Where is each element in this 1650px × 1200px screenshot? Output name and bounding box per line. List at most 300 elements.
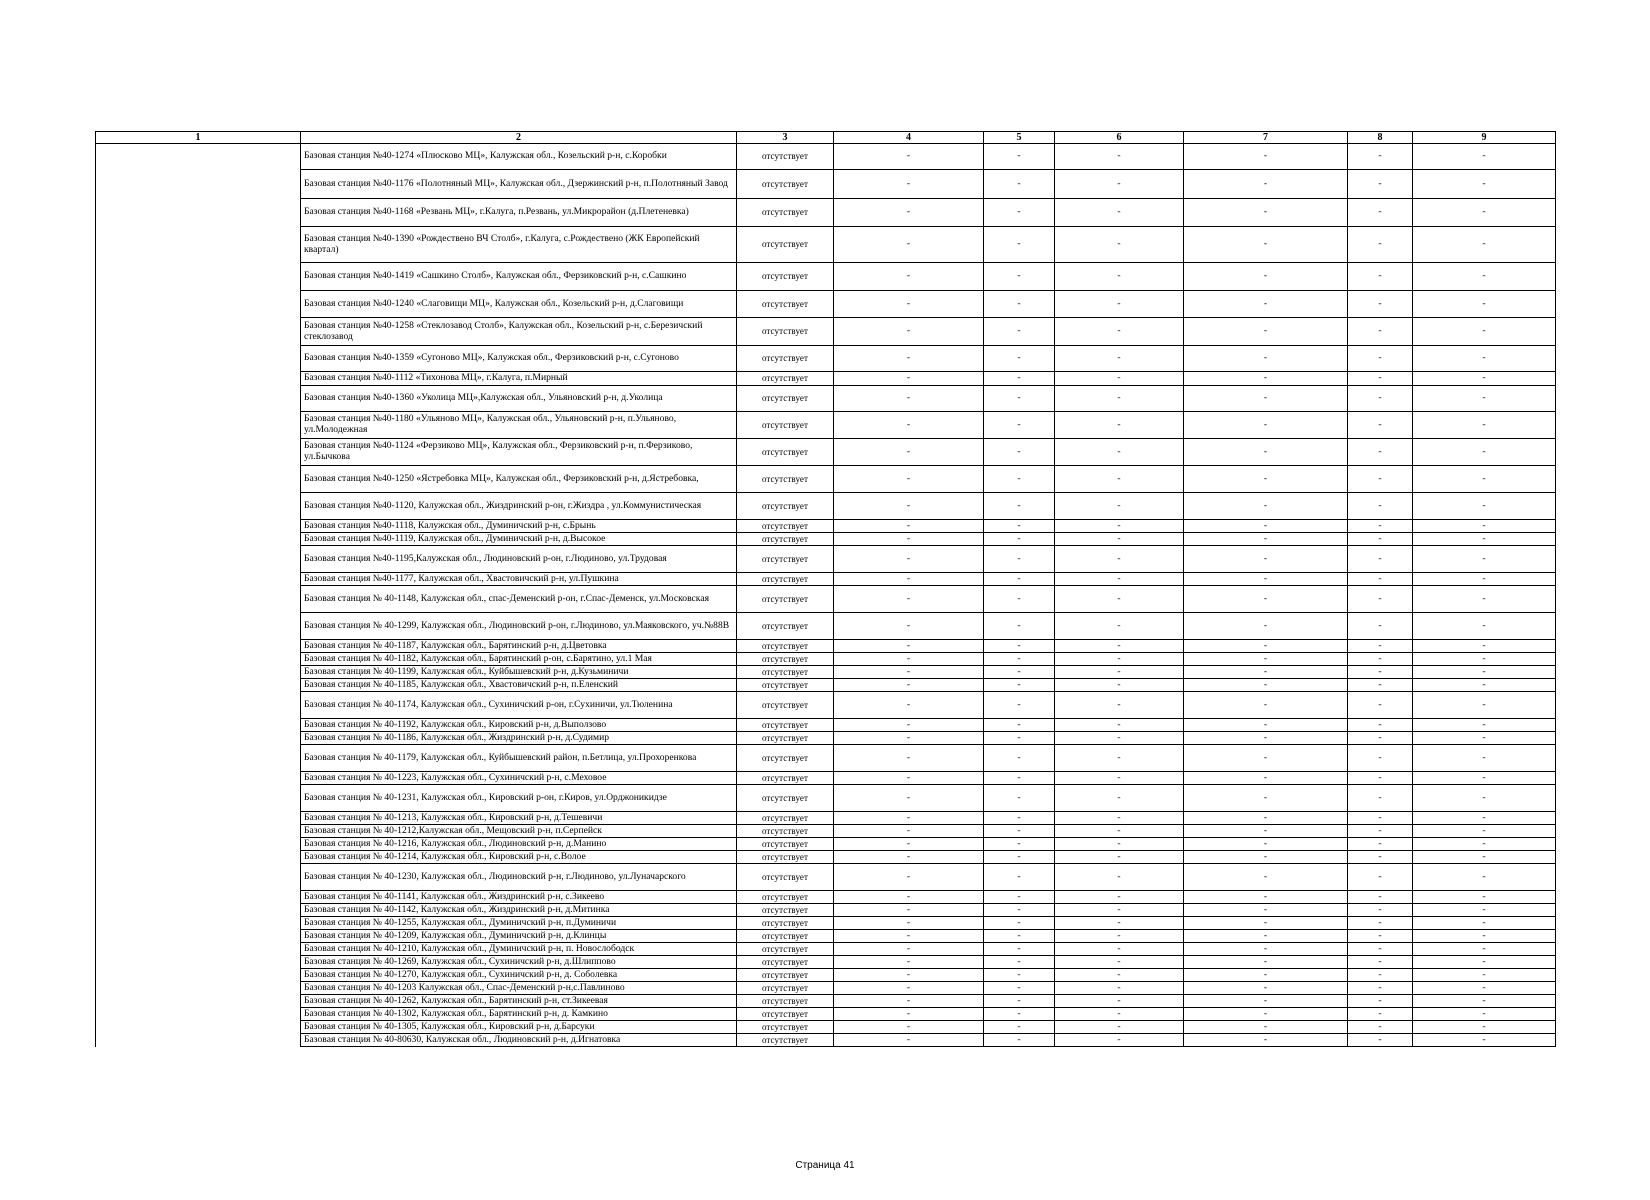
dash-cell: - (1413, 263, 1556, 291)
row-number-cell (96, 666, 301, 679)
dash-cell: - (1413, 785, 1556, 812)
status-cell: отсутствует (737, 904, 834, 917)
status-cell: отсутствует (737, 719, 834, 732)
table-row (96, 318, 1556, 346)
dash-cell: - (1413, 891, 1556, 904)
station-cell: Базовая станция № 40-1203 Калужская обл., Спас-Деменский р-н,с.Павлиново (301, 982, 737, 995)
dash-cell: - (984, 1008, 1055, 1021)
dash-cell: - (1184, 291, 1348, 318)
dash-cell: - (834, 666, 984, 679)
status-cell: отсутствует (737, 439, 834, 466)
station-cell: Базовая станция № 40-1187, Калужская обл., Барятинский р-н, д.Цветовка (301, 640, 737, 653)
table-row (96, 825, 1556, 838)
station-cell: Базовая станция № 40-1231, Калужская обл., Кировский р-он, г.Киров, ул.Орджоникидзе (301, 785, 737, 812)
row-number-cell (96, 1021, 301, 1034)
table-row (96, 995, 1556, 1008)
dash-cell: - (1348, 533, 1413, 546)
dash-cell: - (984, 825, 1055, 838)
dash-cell: - (1413, 144, 1556, 170)
dash-cell: - (984, 1021, 1055, 1034)
dash-cell: - (834, 613, 984, 640)
dash-cell: - (1184, 199, 1348, 227)
station-cell: Базовая станция № 40-1305, Калужская обл., Кировский р-н, д.Барсуки (301, 1021, 737, 1034)
dash-cell: - (1348, 439, 1413, 466)
dash-cell: - (984, 346, 1055, 372)
dash-cell: - (1413, 719, 1556, 732)
station-cell: Базовая станция № 40-1255, Калужская обл., Думиничский р-н, п.Думиничи (301, 917, 737, 930)
row-number-cell (96, 199, 301, 227)
dash-cell: - (1055, 982, 1184, 995)
table-row (96, 372, 1556, 386)
row-number-cell (96, 930, 301, 943)
dash-cell: - (1348, 772, 1413, 785)
dash-cell: - (1348, 930, 1413, 943)
dash-cell: - (1184, 520, 1348, 533)
station-cell: Базовая станция № 40-1199, Калужская обл., Куйбышевский р-н, д.Кузьминичи (301, 666, 737, 679)
status-cell: отсутствует (737, 692, 834, 719)
dash-cell: - (834, 346, 984, 372)
dash-cell: - (834, 692, 984, 719)
col-header-4: 4 (834, 132, 984, 144)
dash-cell: - (1055, 291, 1184, 318)
dash-cell: - (1184, 956, 1348, 969)
dash-cell: - (1055, 386, 1184, 412)
dash-cell: - (1413, 943, 1556, 956)
dash-cell: - (1055, 520, 1184, 533)
dash-cell: - (1184, 586, 1348, 613)
dash-cell: - (984, 573, 1055, 586)
dash-cell: - (1184, 851, 1348, 864)
station-cell: Базовая станция № 40-1213, Калужская обл., Кировский р-н, д.Тешевичи (301, 812, 737, 825)
dash-cell: - (1184, 838, 1348, 851)
dash-cell: - (1348, 812, 1413, 825)
station-cell: Базовая станция №40-1112 «Тихонова МЦ», г.Калуга, п.Мирный (301, 372, 737, 386)
status-cell: отсутствует (737, 613, 834, 640)
dash-cell: - (1413, 493, 1556, 520)
dash-cell: - (834, 372, 984, 386)
row-number-cell (96, 956, 301, 969)
page-number: Страница 41 (795, 1160, 855, 1171)
station-cell: Базовая станция № 40-1185, Калужская обл., Хвастовичский р-н, п.Еленский (301, 679, 737, 692)
table-row (96, 386, 1556, 412)
table-row (96, 891, 1556, 904)
dash-cell: - (834, 199, 984, 227)
dash-cell: - (1055, 904, 1184, 917)
station-cell: Базовая станция №40-1180 «Ульяново МЦ», Калужская обл., Ульяновский р-н, п.Ульяново, ул.Молодежная (301, 412, 737, 439)
dash-cell: - (1348, 719, 1413, 732)
dash-cell: - (1413, 864, 1556, 891)
dash-cell: - (1184, 732, 1348, 745)
dash-cell: - (984, 666, 1055, 679)
dash-cell: - (984, 745, 1055, 772)
station-cell: Базовая станция № 40-1182, Калужская обл., Барятинский р-он, с.Барятино, ул.1 Мая (301, 653, 737, 666)
station-cell: Базовая станция № 40-80630, Калужская обл., Людиновский р-н, д.Игнатовка (301, 1034, 737, 1047)
table-row (96, 719, 1556, 732)
dash-cell: - (1348, 199, 1413, 227)
dash-cell: - (834, 812, 984, 825)
dash-cell: - (1348, 227, 1413, 263)
dash-cell: - (1184, 653, 1348, 666)
col-header-5: 5 (984, 132, 1055, 144)
table-row (96, 930, 1556, 943)
dash-cell: - (1348, 586, 1413, 613)
status-cell: отсутствует (737, 679, 834, 692)
row-number-cell (96, 653, 301, 666)
status-cell: отсутствует (737, 969, 834, 982)
dash-cell: - (984, 466, 1055, 493)
dash-cell: - (1348, 745, 1413, 772)
dash-cell: - (1184, 573, 1348, 586)
dash-cell: - (984, 318, 1055, 346)
dash-cell: - (1184, 546, 1348, 573)
status-cell: отсутствует (737, 732, 834, 745)
station-cell: Базовая станция №40-1419 «Сашкино Столб», Калужская обл., Ферзиковский р-н, с.Сашкино (301, 263, 737, 291)
station-cell: Базовая станция № 40-1230, Калужская обл., Людиновский р-н, г.Людиново, ул.Луначарского (301, 864, 737, 891)
dash-cell: - (1348, 520, 1413, 533)
row-number-cell (96, 785, 301, 812)
dash-cell: - (834, 520, 984, 533)
dash-cell: - (1184, 170, 1348, 199)
dash-cell: - (1055, 263, 1184, 291)
dash-cell: - (1055, 679, 1184, 692)
dash-cell: - (1348, 891, 1413, 904)
dash-cell: - (1184, 982, 1348, 995)
dash-cell: - (1348, 263, 1413, 291)
status-cell: отсутствует (737, 838, 834, 851)
dash-cell: - (1348, 546, 1413, 573)
dash-cell: - (834, 679, 984, 692)
status-cell: отсутствует (737, 227, 834, 263)
dash-cell: - (1055, 439, 1184, 466)
dash-cell: - (1348, 679, 1413, 692)
dash-cell: - (1348, 969, 1413, 982)
dash-cell: - (1348, 346, 1413, 372)
dash-cell: - (1055, 719, 1184, 732)
table-row (96, 969, 1556, 982)
dash-cell: - (834, 785, 984, 812)
status-cell: отсутствует (737, 930, 834, 943)
status-cell: отсутствует (737, 412, 834, 439)
status-cell: отсутствует (737, 1021, 834, 1034)
dash-cell: - (834, 719, 984, 732)
col-header-6: 6 (1055, 132, 1184, 144)
dash-cell: - (984, 904, 1055, 917)
dash-cell: - (1055, 573, 1184, 586)
dash-cell: - (834, 412, 984, 439)
table-row (96, 439, 1556, 466)
station-cell: Базовая станция №40-1120, Калужская обл., Жиздринский р-он, г.Жиздра , ул.Коммунистическая (301, 493, 737, 520)
dash-cell: - (1055, 412, 1184, 439)
dash-cell: - (1055, 891, 1184, 904)
dash-cell: - (1184, 613, 1348, 640)
dash-cell: - (1413, 812, 1556, 825)
table-body (96, 144, 1556, 1047)
row-number-cell (96, 372, 301, 386)
dash-cell: - (1413, 930, 1556, 943)
dash-cell: - (1184, 864, 1348, 891)
dash-cell: - (1184, 785, 1348, 812)
dash-cell: - (1184, 666, 1348, 679)
dash-cell: - (1348, 838, 1413, 851)
table-row (96, 227, 1556, 263)
dash-cell: - (1055, 199, 1184, 227)
dash-cell: - (1413, 533, 1556, 546)
dash-cell: - (984, 520, 1055, 533)
status-cell: отсутствует (737, 812, 834, 825)
status-cell: отсутствует (737, 851, 834, 864)
dash-cell: - (1184, 719, 1348, 732)
dash-cell: - (984, 785, 1055, 812)
dash-cell: - (984, 812, 1055, 825)
dash-cell: - (1413, 466, 1556, 493)
status-cell: отсутствует (737, 546, 834, 573)
dash-cell: - (1184, 533, 1348, 546)
row-number-cell (96, 346, 301, 372)
table-row (96, 732, 1556, 745)
dash-cell: - (984, 1034, 1055, 1047)
station-cell: Базовая станция № 40-1209, Калужская обл., Думиничский р-н, д.Клинцы (301, 930, 737, 943)
status-cell: отсутствует (737, 864, 834, 891)
dash-cell: - (1055, 466, 1184, 493)
table-row (96, 640, 1556, 653)
station-cell: Базовая станция № 40-1179, Калужская обл., Куйбышевский район, п.Бетлица, ул.Прохоренкова (301, 745, 737, 772)
row-number-cell (96, 573, 301, 586)
row-number-cell (96, 613, 301, 640)
dash-cell: - (1055, 144, 1184, 170)
dash-cell: - (1348, 982, 1413, 995)
station-cell: Базовая станция № 40-1186, Калужская обл., Жиздринский р-н, д.Судимир (301, 732, 737, 745)
dash-cell: - (1413, 586, 1556, 613)
dash-cell: - (1184, 917, 1348, 930)
dash-cell: - (1413, 318, 1556, 346)
table-row (96, 1034, 1556, 1047)
dash-cell: - (1348, 318, 1413, 346)
dash-cell: - (1184, 439, 1348, 466)
row-number-cell (96, 1034, 301, 1047)
row-number-cell (96, 719, 301, 732)
table-row (96, 851, 1556, 864)
col-header-8: 8 (1348, 132, 1413, 144)
row-number-cell (96, 825, 301, 838)
row-number-cell (96, 170, 301, 199)
dash-cell: - (984, 956, 1055, 969)
station-cell: Базовая станция № 40-1262, Калужская обл., Барятинский р-н, ст.Зикеевая (301, 995, 737, 1008)
table-row (96, 653, 1556, 666)
dash-cell: - (834, 825, 984, 838)
station-cell: Базовая станция №40-1360 «Уколица МЦ»,Калужская обл., Ульяновский р-н, д.Уколица (301, 386, 737, 412)
table-row (96, 812, 1556, 825)
row-number-cell (96, 692, 301, 719)
dash-cell: - (1348, 904, 1413, 917)
row-number-cell (96, 745, 301, 772)
status-cell: отсутствует (737, 346, 834, 372)
dash-cell: - (1055, 613, 1184, 640)
dash-cell: - (834, 318, 984, 346)
dash-cell: - (984, 613, 1055, 640)
dash-cell: - (834, 864, 984, 891)
dash-cell: - (1055, 930, 1184, 943)
row-number-cell (96, 943, 301, 956)
dash-cell: - (1055, 640, 1184, 653)
dash-cell: - (1413, 613, 1556, 640)
table-row (96, 1021, 1556, 1034)
header-row (96, 132, 1556, 144)
dash-cell: - (834, 493, 984, 520)
col-header-2: 2 (301, 132, 737, 144)
station-cell: Базовая станция №40-1177, Калужская обл., Хвастовичский р-н, ул.Пушкина (301, 573, 737, 586)
dash-cell: - (1055, 838, 1184, 851)
dash-cell: - (1184, 263, 1348, 291)
col-header-1: 1 (96, 132, 301, 144)
dash-cell: - (1413, 772, 1556, 785)
dash-cell: - (1348, 493, 1413, 520)
table-row (96, 772, 1556, 785)
row-number-cell (96, 732, 301, 745)
dash-cell: - (1413, 1008, 1556, 1021)
dash-cell: - (984, 586, 1055, 613)
dash-cell: - (1184, 745, 1348, 772)
dash-cell: - (834, 546, 984, 573)
dash-cell: - (1413, 692, 1556, 719)
status-cell: отсутствует (737, 825, 834, 838)
station-cell: Базовая станция № 40-1299, Калужская обл., Людиновский р-он, г.Людиново, ул.Маяковского, уч.№88В (301, 613, 737, 640)
status-cell: отсутствует (737, 745, 834, 772)
station-cell: Базовая станция № 40-1192, Калужская обл., Кировский р-н, д.Выползово (301, 719, 737, 732)
dash-cell: - (1184, 1021, 1348, 1034)
dash-cell: - (1184, 825, 1348, 838)
dash-cell: - (984, 917, 1055, 930)
station-cell: Базовая станция №40-1390 «Рождествено ВЧ Столб», г.Калуга, с.Рождествено (ЖК Европейский квартал) (301, 227, 737, 263)
dash-cell: - (1184, 812, 1348, 825)
dash-cell: - (1348, 466, 1413, 493)
dash-cell: - (1413, 838, 1556, 851)
station-cell: Базовая станция №40-1176 «Полотняный МЦ», Калужская обл., Дзержинский р-н, п.Полотняный Завод (301, 170, 737, 199)
table-row (96, 586, 1556, 613)
row-number-cell (96, 466, 301, 493)
dash-cell: - (1348, 943, 1413, 956)
dash-cell: - (1413, 291, 1556, 318)
dash-cell: - (834, 1008, 984, 1021)
table-row (96, 904, 1556, 917)
row-number-cell (96, 904, 301, 917)
station-cell: Базовая станция № 40-1270, Калужская обл., Сухиничский р-н, д. Соболевка (301, 969, 737, 982)
dash-cell: - (1348, 640, 1413, 653)
table-row (96, 493, 1556, 520)
station-cell: Базовая станция №40-1118, Калужская обл., Думиничский р-н, с.Брынь (301, 520, 737, 533)
dash-cell: - (984, 227, 1055, 263)
dash-cell: - (1413, 640, 1556, 653)
dash-cell: - (1184, 1034, 1348, 1047)
dash-cell: - (1413, 227, 1556, 263)
table-row (96, 346, 1556, 372)
dash-cell: - (1413, 170, 1556, 199)
dash-cell: - (1413, 851, 1556, 864)
row-number-cell (96, 891, 301, 904)
dash-cell: - (1413, 573, 1556, 586)
station-cell: Базовая станция №40-1124 «Ферзиково МЦ», Калужская обл., Ферзиковский р-н, п.Ферзиково, ул.Бычкова (301, 439, 737, 466)
status-cell: отсутствует (737, 573, 834, 586)
row-number-cell (96, 1008, 301, 1021)
dash-cell: - (834, 956, 984, 969)
dash-cell: - (984, 995, 1055, 1008)
status-cell: отсутствует (737, 640, 834, 653)
dash-cell: - (1055, 318, 1184, 346)
dash-cell: - (984, 930, 1055, 943)
dash-cell: - (1184, 318, 1348, 346)
dash-cell: - (1348, 864, 1413, 891)
station-cell: Базовая станция № 40-1174, Калужская обл., Сухиничский р-он, г.Сухиничи, ул.Тюленина (301, 692, 737, 719)
dash-cell: - (1184, 1008, 1348, 1021)
dash-cell: - (834, 586, 984, 613)
dash-cell: - (984, 640, 1055, 653)
dash-cell: - (1184, 640, 1348, 653)
dash-cell: - (834, 969, 984, 982)
dash-cell: - (984, 719, 1055, 732)
dash-cell: - (1348, 144, 1413, 170)
status-cell: отсутствует (737, 520, 834, 533)
dash-cell: - (1184, 412, 1348, 439)
table-row (96, 1008, 1556, 1021)
row-number-cell (96, 586, 301, 613)
dash-cell: - (984, 851, 1055, 864)
dash-cell: - (1413, 995, 1556, 1008)
dash-cell: - (1348, 666, 1413, 679)
table-row (96, 573, 1556, 586)
dash-cell: - (984, 439, 1055, 466)
dash-cell: - (1055, 493, 1184, 520)
table-row (96, 956, 1556, 969)
station-cell: Базовая станция № 40-1141, Калужская обл., Жиздринский р-н, с.Зикеево (301, 891, 737, 904)
dash-cell: - (834, 982, 984, 995)
dash-cell: - (1055, 969, 1184, 982)
dash-cell: - (834, 227, 984, 263)
dash-cell: - (1055, 772, 1184, 785)
dash-cell: - (834, 533, 984, 546)
row-number-cell (96, 144, 301, 170)
row-number-cell (96, 864, 301, 891)
dash-cell: - (1348, 785, 1413, 812)
status-cell: отсутствует (737, 1008, 834, 1021)
dash-cell: - (1348, 995, 1413, 1008)
dash-cell: - (1348, 170, 1413, 199)
dash-cell: - (834, 904, 984, 917)
dash-cell: - (1055, 533, 1184, 546)
station-cell: Базовая станция №40-1195,Калужская обл., Людиновский р-он, г.Людиново, ул.Трудовая (301, 546, 737, 573)
row-number-cell (96, 291, 301, 318)
dash-cell: - (834, 995, 984, 1008)
dash-cell: - (1413, 1034, 1556, 1047)
row-number-cell (96, 386, 301, 412)
dash-cell: - (834, 263, 984, 291)
dash-cell: - (1184, 891, 1348, 904)
dash-cell: - (1055, 1008, 1184, 1021)
dash-cell: - (984, 170, 1055, 199)
dash-cell: - (984, 546, 1055, 573)
status-cell: отсутствует (737, 666, 834, 679)
dash-cell: - (1348, 1008, 1413, 1021)
dash-cell: - (1413, 825, 1556, 838)
row-number-cell (96, 812, 301, 825)
dash-cell: - (1348, 412, 1413, 439)
station-cell: Базовая станция № 40-1214, Калужская обл., Кировский р-н, с.Волое (301, 851, 737, 864)
dash-cell: - (984, 943, 1055, 956)
dash-cell: - (1055, 943, 1184, 956)
dash-cell: - (834, 851, 984, 864)
row-number-cell (96, 982, 301, 995)
dash-cell: - (1413, 666, 1556, 679)
dash-cell: - (1413, 520, 1556, 533)
dash-cell: - (984, 291, 1055, 318)
